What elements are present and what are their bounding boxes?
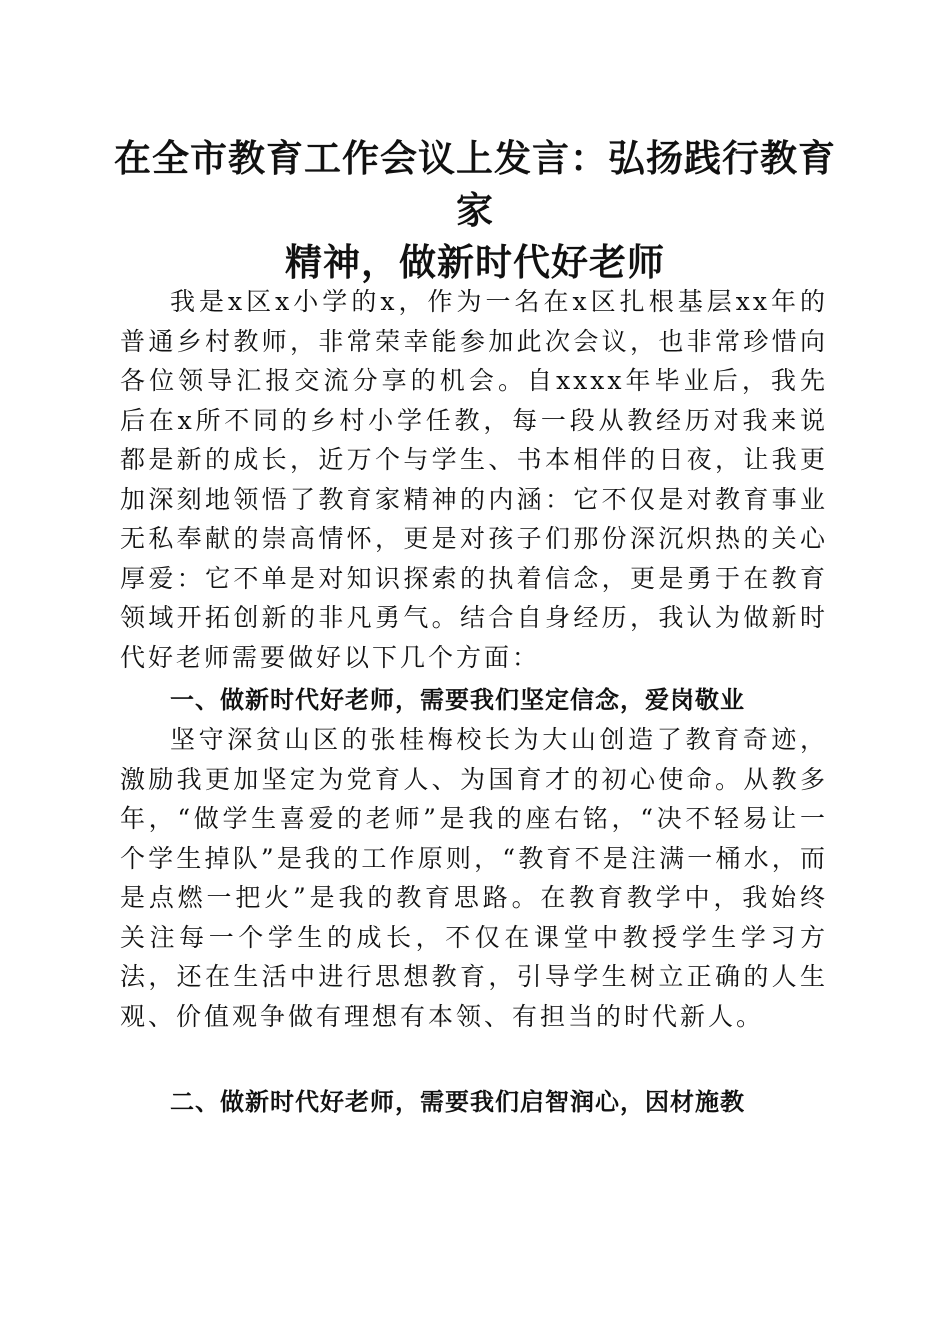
intro-paragraph: 我是x区x小学的x，作为一名在x区扎根基层xx年的普通乡村教师，非常荣幸能参加此次会议，也非常珍惜向各位领导汇报交流分享的机会。自xxxx年毕业后，我先后在x所不同的乡村小学任教，每一段从教经历对我来说都是新的成长，近万个与学生、书本相伴的日夜，让我更加深刻地领悟了教育家精神的内涵：它不仅是对教育事业无私奉献的崇高情怀，更是对孩子们那份深沉炽热的关心厚爱：它不单是对知识探索的执着信念，更是勇于在教育领域开拓创新的非凡勇气。结合自身经历，我认为做新时代好老师需要做好以下几个方面： [120, 287, 828, 672]
document-title [110, 132, 840, 288]
section-heading-1: 一、做新时代好老师，需要我们坚定信念，爱岗敬业 [170, 686, 745, 714]
title-line-2: 精神，做新时代好老师 [285, 240, 665, 284]
section-1-paragraph: 坚守深贫山区的张桂梅校长为大山创造了教育奇迹，激励我更加坚定为党育人、为国育才的初心使命。从教多年，“做学生喜爱的老师”是我的座右铭，“决不轻易让一个学生掉队”是我的工作原则，“教育不是注满一桶水，而是点燃一把火”是我的教育思路。在教育教学中，我始终关注每一个学生的成长，不仅在课堂中教授学生学习方法，还在生活中进行思想教育，引导学生树立正确的人生观、价值观争做有理想有本领、有担当的时代新人。 [120, 725, 828, 1031]
title-line-1: 在全市教育工作会议上发言：弘扬践行教育家 [114, 136, 836, 232]
section-heading-2: 二、做新时代好老师，需要我们启智润心，因材施教 [170, 1088, 745, 1116]
